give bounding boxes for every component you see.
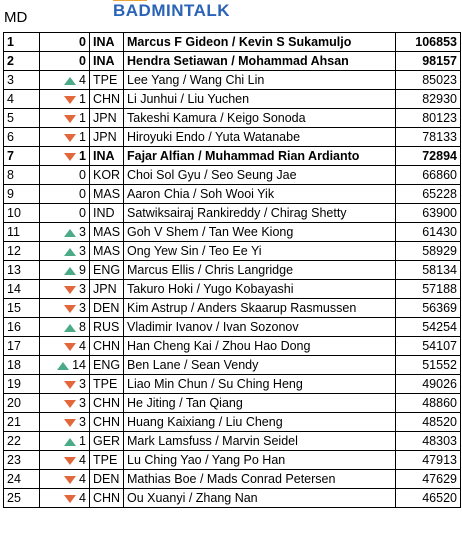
pair-cell: Lee Yang / Wang Chi Lin [124, 71, 396, 90]
change-value: 3 [79, 377, 86, 391]
points-cell: 72894 [396, 147, 461, 166]
country-cell: CHN [90, 489, 124, 508]
change-cell [40, 52, 90, 71]
pair-cell: Goh V Shem / Tan Wee Kiong [124, 223, 396, 242]
country-cell: TPE [90, 71, 124, 90]
table-row [4, 394, 461, 413]
change-cell [40, 204, 90, 223]
rank-cell: 1 [4, 33, 40, 52]
pair-cell: Choi Sol Gyu / Seo Seung Jae [124, 166, 396, 185]
arrow-down-icon [64, 343, 76, 351]
country-cell: ENG [90, 356, 124, 375]
pair-cell: Fajar Alfian / Muhammad Rian Ardianto [124, 147, 396, 166]
arrow-up-icon [64, 324, 76, 332]
change-cell [40, 318, 90, 337]
country-cell: DEN [90, 470, 124, 489]
brand-logo [113, 1, 230, 21]
change-value: 3 [79, 225, 86, 239]
rank-cell: 19 [4, 375, 40, 394]
rank-cell: 11 [4, 223, 40, 242]
pair-cell: Mathias Boe / Mads Conrad Petersen [124, 470, 396, 489]
rank-cell: 6 [4, 128, 40, 147]
country-cell: JPN [90, 280, 124, 299]
arrow-up-icon [64, 229, 76, 237]
country-cell: JPN [90, 128, 124, 147]
change-value: 4 [79, 73, 86, 87]
country-cell: INA [90, 147, 124, 166]
points-cell: 61430 [396, 223, 461, 242]
table-row [4, 489, 461, 508]
arrow-down-icon [64, 419, 76, 427]
rank-cell: 4 [4, 90, 40, 109]
change-value: 1 [79, 111, 86, 125]
country-cell: GER [90, 432, 124, 451]
change-cell [40, 166, 90, 185]
points-cell: 47629 [396, 470, 461, 489]
rank-cell: 2 [4, 52, 40, 71]
pair-cell: Huang Kaixiang / Liu Cheng [124, 413, 396, 432]
arrow-down-icon [64, 457, 76, 465]
table-row [4, 52, 461, 71]
country-cell: IND [90, 204, 124, 223]
table-row [4, 33, 461, 52]
pair-cell: Liao Min Chun / Su Ching Heng [124, 375, 396, 394]
change-cell [40, 33, 90, 52]
points-cell: 57188 [396, 280, 461, 299]
rank-cell: 3 [4, 71, 40, 90]
change-value: 3 [79, 244, 86, 258]
points-cell: 98157 [396, 52, 461, 71]
points-cell: 48860 [396, 394, 461, 413]
country-cell: CHN [90, 413, 124, 432]
points-cell: 48520 [396, 413, 461, 432]
pair-cell: Aaron Chia / Soh Wooi Yik [124, 185, 396, 204]
points-cell: 85023 [396, 71, 461, 90]
rank-cell: 25 [4, 489, 40, 508]
change-value: 4 [79, 453, 86, 467]
change-cell [40, 261, 90, 280]
rank-cell: 10 [4, 204, 40, 223]
page-header [0, 0, 462, 32]
table-row [4, 242, 461, 261]
country-cell: KOR [90, 166, 124, 185]
change-value: 3 [79, 301, 86, 315]
rank-cell: 22 [4, 432, 40, 451]
change-value: 4 [79, 339, 86, 353]
points-cell: 78133 [396, 128, 461, 147]
table-row [4, 185, 461, 204]
change-value: 0 [79, 35, 86, 49]
change-cell [40, 185, 90, 204]
points-cell: 56369 [396, 299, 461, 318]
points-cell: 66860 [396, 166, 461, 185]
table-row [4, 90, 461, 109]
change-cell [40, 280, 90, 299]
country-cell: CHN [90, 337, 124, 356]
arrow-down-icon [64, 134, 76, 142]
points-cell: 58134 [396, 261, 461, 280]
change-cell [40, 71, 90, 90]
arrow-down-icon [64, 153, 76, 161]
rank-cell: 15 [4, 299, 40, 318]
table-row [4, 71, 461, 90]
change-cell [40, 337, 90, 356]
table-row [4, 166, 461, 185]
pair-cell: Ong Yew Sin / Teo Ee Yi [124, 242, 396, 261]
points-cell: 80123 [396, 109, 461, 128]
table-row [4, 318, 461, 337]
table-row [4, 413, 461, 432]
points-cell: 58929 [396, 242, 461, 261]
change-cell [40, 394, 90, 413]
pair-cell: Lu Ching Yao / Yang Po Han [124, 451, 396, 470]
arrow-down-icon [64, 286, 76, 294]
change-cell [40, 147, 90, 166]
table-row [4, 147, 461, 166]
change-value: 1 [79, 130, 86, 144]
pair-cell: Takuro Hoki / Yugo Kobayashi [124, 280, 396, 299]
points-cell: 54254 [396, 318, 461, 337]
table-row [4, 109, 461, 128]
country-cell: MAS [90, 242, 124, 261]
ranking-table-body [4, 33, 461, 508]
table-row [4, 470, 461, 489]
points-cell: 47913 [396, 451, 461, 470]
country-cell: INA [90, 52, 124, 71]
rank-cell: 13 [4, 261, 40, 280]
change-value: 3 [79, 396, 86, 410]
pair-cell: Marcus Ellis / Chris Langridge [124, 261, 396, 280]
pair-cell: Han Cheng Kai / Zhou Hao Dong [124, 337, 396, 356]
pair-cell: Kim Astrup / Anders Skaarup Rasmussen [124, 299, 396, 318]
brand-logo-text: BADMINTALK [113, 1, 231, 20]
rank-cell: 17 [4, 337, 40, 356]
rank-cell: 18 [4, 356, 40, 375]
change-value: 1 [79, 92, 86, 106]
arrow-up-icon [57, 362, 69, 370]
change-cell [40, 489, 90, 508]
points-cell: 49026 [396, 375, 461, 394]
change-cell [40, 413, 90, 432]
brand-accent-bar [113, 0, 147, 1]
pair-cell: Vladimir Ivanov / Ivan Sozonov [124, 318, 396, 337]
change-value: 4 [79, 491, 86, 505]
change-value: 9 [79, 263, 86, 277]
country-cell: MAS [90, 185, 124, 204]
pair-cell: Mark Lamsfuss / Marvin Seidel [124, 432, 396, 451]
table-row [4, 128, 461, 147]
change-value: 0 [79, 54, 86, 68]
country-cell: TPE [90, 375, 124, 394]
change-cell [40, 451, 90, 470]
rank-cell: 20 [4, 394, 40, 413]
country-cell: CHN [90, 394, 124, 413]
arrow-down-icon [64, 400, 76, 408]
country-cell: ENG [90, 261, 124, 280]
change-value: 8 [79, 320, 86, 334]
arrow-up-icon [64, 77, 76, 85]
arrow-down-icon [64, 476, 76, 484]
points-cell: 48303 [396, 432, 461, 451]
change-value: 3 [79, 415, 86, 429]
table-row [4, 375, 461, 394]
ranking-table [3, 32, 461, 508]
change-value: 14 [72, 358, 86, 372]
rank-cell: 16 [4, 318, 40, 337]
change-cell [40, 90, 90, 109]
change-cell [40, 470, 90, 489]
country-cell: JPN [90, 109, 124, 128]
country-cell: DEN [90, 299, 124, 318]
table-row [4, 451, 461, 470]
change-value: 4 [79, 472, 86, 486]
rank-cell: 12 [4, 242, 40, 261]
arrow-up-icon [64, 248, 76, 256]
change-value: 1 [79, 434, 86, 448]
rank-cell: 7 [4, 147, 40, 166]
arrow-down-icon [64, 115, 76, 123]
points-cell: 106853 [396, 33, 461, 52]
change-value: 0 [79, 187, 86, 201]
country-cell: TPE [90, 451, 124, 470]
pair-cell: Ou Xuanyi / Zhang Nan [124, 489, 396, 508]
rank-cell: 24 [4, 470, 40, 489]
arrow-down-icon [64, 381, 76, 389]
points-cell: 63900 [396, 204, 461, 223]
pair-cell: Hendra Setiawan / Mohammad Ahsan [124, 52, 396, 71]
arrow-down-icon [64, 305, 76, 313]
points-cell: 54107 [396, 337, 461, 356]
country-cell: INA [90, 33, 124, 52]
change-cell [40, 109, 90, 128]
change-cell [40, 432, 90, 451]
table-row [4, 337, 461, 356]
points-cell: 46520 [396, 489, 461, 508]
change-cell [40, 299, 90, 318]
table-row [4, 261, 461, 280]
pair-cell: Li Junhui / Liu Yuchen [124, 90, 396, 109]
points-cell: 51552 [396, 356, 461, 375]
arrow-up-icon [64, 438, 76, 446]
rank-cell: 14 [4, 280, 40, 299]
country-cell: MAS [90, 223, 124, 242]
table-row [4, 432, 461, 451]
table-row [4, 280, 461, 299]
points-cell: 65228 [396, 185, 461, 204]
pair-cell: Takeshi Kamura / Keigo Sonoda [124, 109, 396, 128]
points-cell: 82930 [396, 90, 461, 109]
change-value: 1 [79, 149, 86, 163]
arrow-down-icon [64, 96, 76, 104]
pair-cell: Satwiksairaj Rankireddy / Chirag Shetty [124, 204, 396, 223]
arrow-up-icon [64, 267, 76, 275]
pair-cell: Ben Lane / Sean Vendy [124, 356, 396, 375]
change-value: 0 [79, 206, 86, 220]
pair-cell: Hiroyuki Endo / Yuta Watanabe [124, 128, 396, 147]
table-row [4, 356, 461, 375]
change-cell [40, 223, 90, 242]
rank-cell: 9 [4, 185, 40, 204]
country-cell: RUS [90, 318, 124, 337]
change-value: 0 [79, 168, 86, 182]
table-row [4, 223, 461, 242]
rank-cell: 8 [4, 166, 40, 185]
rank-cell: 5 [4, 109, 40, 128]
category-label: MD [4, 9, 28, 26]
pair-cell: Marcus F Gideon / Kevin S Sukamuljo [124, 33, 396, 52]
country-cell: CHN [90, 90, 124, 109]
pair-cell: He Jiting / Tan Qiang [124, 394, 396, 413]
rank-cell: 21 [4, 413, 40, 432]
change-cell [40, 242, 90, 261]
rank-cell: 23 [4, 451, 40, 470]
change-cell [40, 356, 90, 375]
table-row [4, 299, 461, 318]
table-row [4, 204, 461, 223]
change-cell [40, 128, 90, 147]
arrow-down-icon [64, 495, 76, 503]
change-cell [40, 375, 90, 394]
change-value: 3 [79, 282, 86, 296]
